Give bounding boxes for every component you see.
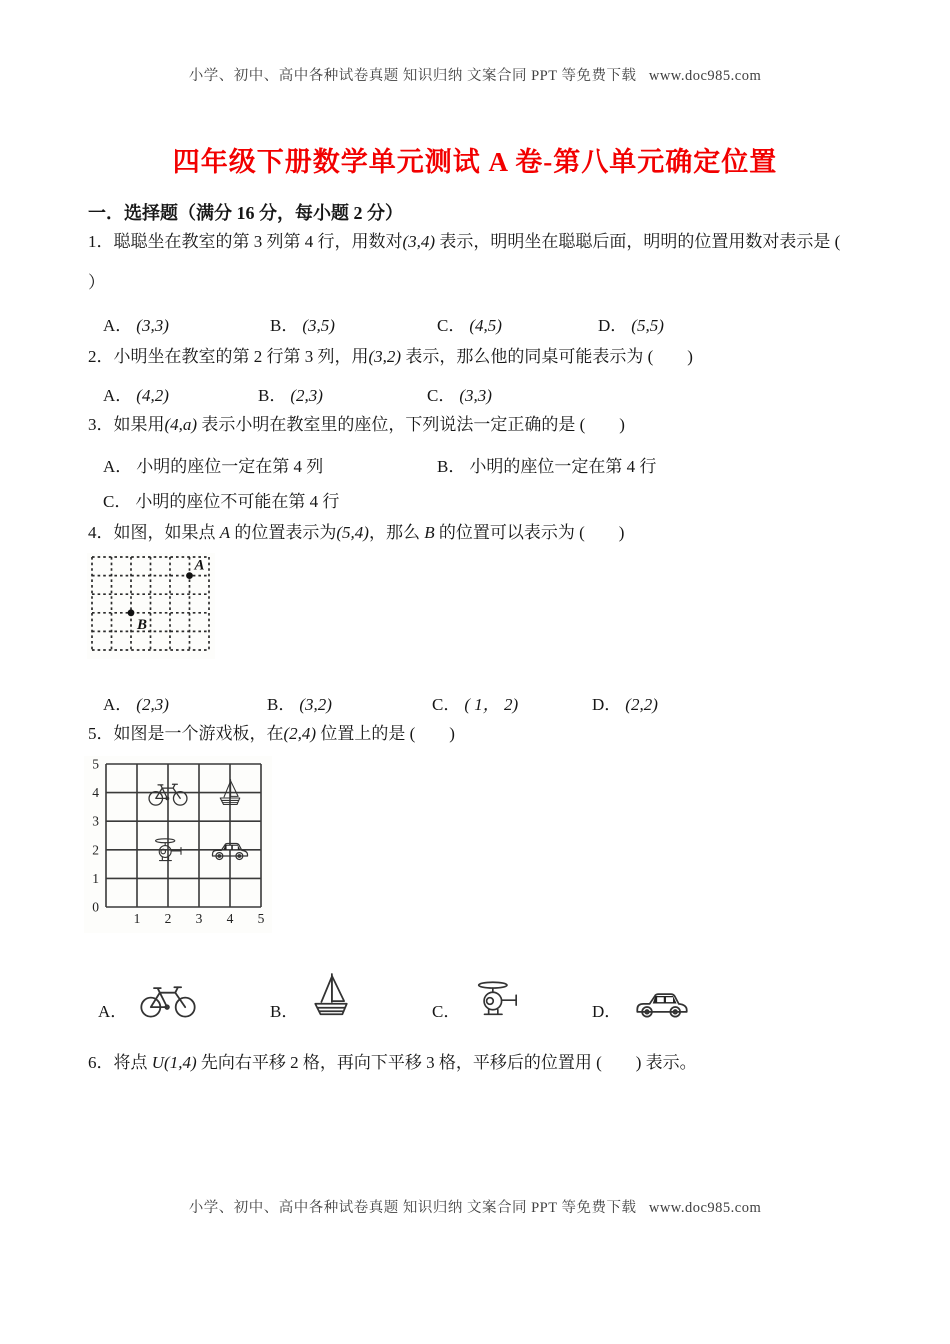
svg-text:2: 2 — [164, 911, 172, 926]
svg-text:5: 5 — [257, 911, 265, 926]
question-4-options — [0, 690, 950, 714]
game-board-grid — [84, 756, 272, 928]
question-5-options — [0, 958, 950, 1022]
option-5c: C． — [432, 979, 522, 1022]
option-1b: B． (3,5) — [270, 316, 335, 335]
svg-text:3: 3 — [195, 911, 203, 926]
option-4b: B． (3,2) — [267, 695, 332, 714]
point-b — [128, 609, 135, 616]
option-1a: A． (3,3) — [103, 316, 169, 335]
footer-watermark: 小学、初中、高中各种试卷真题 知识归纳 文案合同 PPT 等免费下载 www.doc985.com — [188, 1200, 762, 1216]
option-4a: A． (2,3) — [103, 695, 169, 714]
question-1-stem-cont: ） — [88, 273, 105, 292]
dashed-grid — [87, 553, 215, 654]
section-heading: 一．选择题（满分 16 分，每小题 2 分） — [88, 203, 403, 223]
question-6-stem: 6．将点 U(1,4) 先向右平移 2 格，再向下平移 3 格，平移后的位置用 ( ) 表示。 — [88, 1053, 697, 1072]
point-a-label: A — [194, 557, 205, 574]
page-title: 四年级下册数学单元测试 A 卷-第八单元确定位置 — [172, 147, 778, 177]
svg-text:1: 1 — [92, 870, 99, 886]
question-3-options-row2 — [0, 487, 950, 511]
option-2b: B． (2,3) — [258, 386, 323, 405]
svg-text:4: 4 — [92, 785, 99, 801]
question-4-stem: 4．如图，如果点 A 的位置表示为(5,4)，那么 B 的位置可以表示为 ( ) — [88, 523, 625, 542]
svg-text:3: 3 — [92, 813, 99, 829]
option-5d: D． — [592, 988, 691, 1022]
question-3-options-row1 — [0, 452, 950, 476]
header-watermark: 小学、初中、高中各种试卷真题 知识归纳 文案合同 PPT 等免费下载 www.doc985.com — [188, 68, 762, 84]
option-3c: C． 小明的座位不可能在第 4 行 — [103, 492, 340, 511]
svg-text:4: 4 — [226, 911, 234, 926]
question-5-stem: 5．如图是一个游戏板，在(2,4) 位置上的是 ( ) — [88, 724, 455, 743]
option-1c: C． (4,5) — [437, 316, 502, 335]
option-5b: B． — [270, 972, 352, 1022]
option-4c: C． ( 1， 2) — [432, 695, 519, 714]
point-b-label: B — [137, 616, 148, 633]
question-2-stem: 2．小明坐在教室的第 2 行第 3 列，用(3,2) 表示，那么他的同桌可能表示为 ( ) — [88, 347, 693, 366]
question-3-stem: 3．如果用(4,a) 表示小明在教室里的座位，下列说法一定正确的是 ( ) — [88, 415, 625, 434]
sailboat-icon — [310, 972, 352, 1018]
question-2-options — [0, 381, 950, 405]
question-1-stem: 1．聪聪坐在教室的第 3 列第 4 行，用数对(3,4) 表示，明明坐在聪聪后面，明明的位置用数对表示是 ( — [88, 232, 841, 251]
option-4d: D． (2,2) — [592, 695, 658, 714]
svg-text:5: 5 — [92, 756, 99, 772]
bicycle-icon — [139, 980, 197, 1018]
helicopter-icon — [472, 979, 522, 1018]
car-icon — [633, 988, 691, 1018]
svg-text:2: 2 — [92, 842, 99, 858]
option-5a: A． — [98, 980, 197, 1022]
option-3a: A． 小明的座位一定在第 4 列 — [103, 457, 324, 476]
option-3b: B． 小明的座位一定在第 4 行 — [437, 457, 657, 476]
option-2a: A． (4,2) — [103, 386, 169, 405]
option-2c: C． (3,3) — [427, 386, 492, 405]
option-1d: D． (5,5) — [598, 316, 664, 335]
question-1-options — [0, 311, 950, 335]
q4-figure — [87, 553, 215, 659]
svg-text:0: 0 — [92, 899, 99, 915]
svg-text:1: 1 — [133, 911, 141, 926]
q5-figure — [84, 756, 272, 933]
point-a — [186, 572, 193, 579]
